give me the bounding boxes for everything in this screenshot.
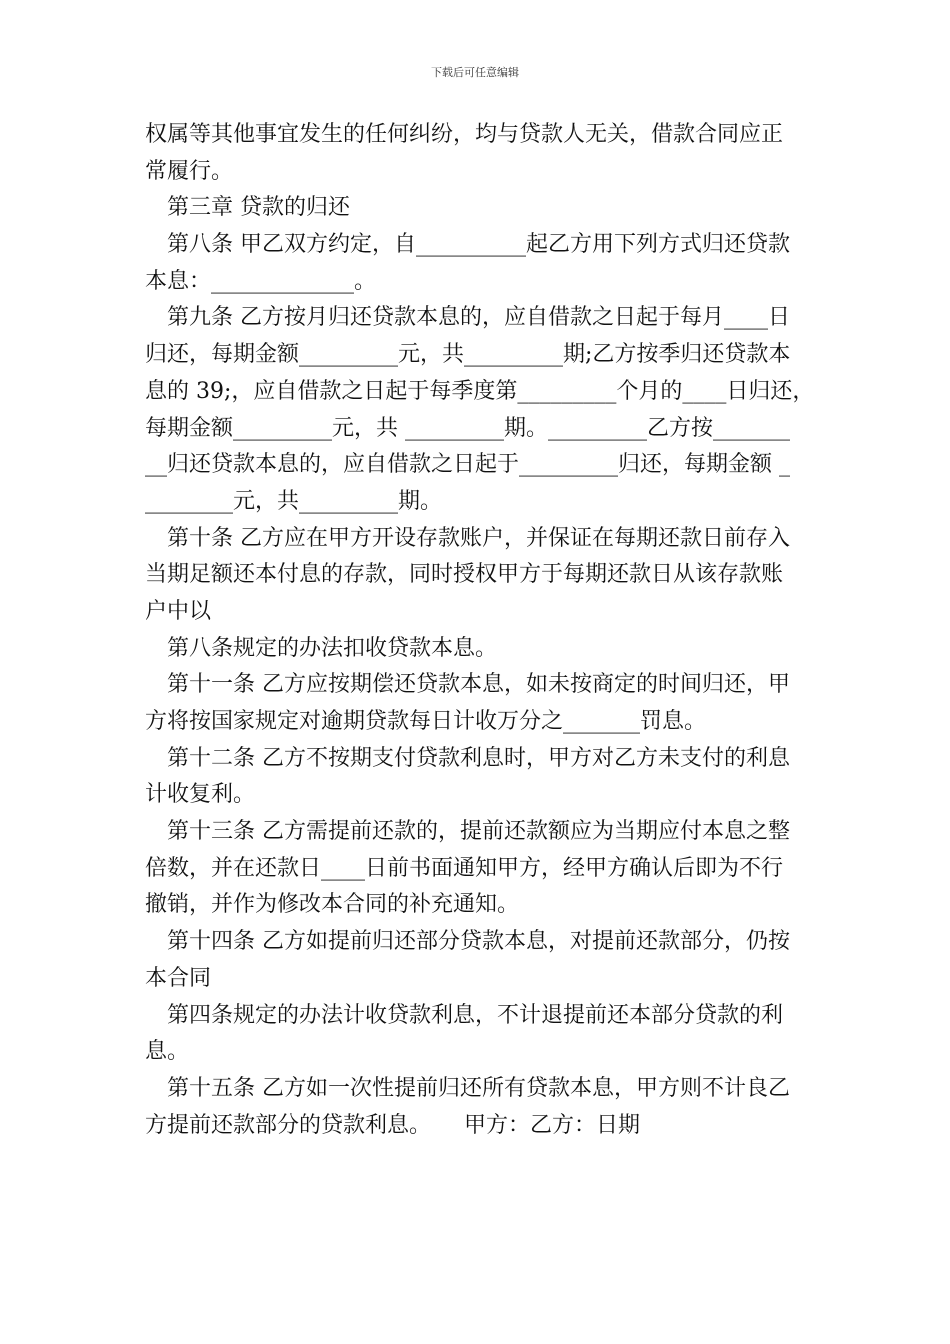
page-header-note: 下载后可任意编辑 (431, 66, 519, 79)
text-line: 第三章 贷款的归还 (167, 195, 350, 221)
text-line: 倍数，并在还款日____日前书面通知甲方，经甲方确认后即为不行 (145, 855, 784, 881)
text-line: 第十三条 乙方需提前还款的，提前还款额应为当期应付本息之整 (167, 819, 790, 845)
text-line: 第十一条 乙方应按期偿还贷款本息，如未按商定的时间归还，甲 (167, 672, 790, 698)
text-line: 第十二条 乙方不按期支付贷款利息时，甲方对乙方未支付的利息 (167, 745, 790, 771)
text-line: ________元，共_________期。 (145, 488, 443, 514)
text-line: 常履行。 (145, 158, 234, 184)
text-line: 权属等其他事宜发生的任何纠纷，均与贷款人无关，借款合同应正 (145, 122, 784, 147)
contract-body (145, 117, 813, 1144)
text-line: 每期金额_________元，共 _________期。_________乙方按_______ (145, 415, 790, 441)
text-line: 计收复利。 (145, 782, 256, 808)
text-line: 本息：_____________。 (145, 268, 377, 294)
text-line: 当期足额还本付息的存款，同时授权甲方于每期还款日从该存款账 (145, 562, 784, 588)
text-line: 第十五条 乙方如一次性提前归还所有贷款本息，甲方则不计良乙 (167, 1075, 790, 1101)
text-line: 撤销，并作为修改本合同的补充通知。 (145, 892, 520, 918)
text-line: 息的 39;，应自借款之日起于每季度第_________个月的____日归还， (145, 378, 815, 404)
text-line: 户中以 (145, 598, 212, 624)
text-line: __归还贷款本息的，应自借款之日起于_________归还，每期金额 _ (145, 452, 790, 478)
text-line: 第十条 乙方应在甲方开设存款账户，并保证在每期还款日前存入 (167, 525, 790, 551)
text-line: 第八条 甲乙双方约定，自__________起乙方用下列方式归还贷款 (167, 232, 790, 258)
text-line: 方将按国家规定对逾期贷款每日计收万分之_______罚息。 (145, 709, 707, 734)
text-line: 方提前还款部分的贷款利息。 甲方：乙方：日期 (145, 1112, 641, 1138)
text-line: 本合同 (145, 965, 212, 991)
text-line: 息。 (145, 1039, 190, 1065)
text-line: 第四条规定的办法计收贷款利息，不计退提前还本部分贷款的利 (167, 1002, 784, 1028)
text-line: 第九条 乙方按月归还贷款本息的，应自借款之日起于每月____日 (167, 305, 790, 331)
text-line: 第十四条 乙方如提前归还部分贷款本息，对提前还款部分，仍按 (167, 929, 790, 955)
text-line: 归还，每期金额_________元，共_________期;乙方按季归还贷款本 (145, 342, 791, 368)
text-line: 第八条规定的办法扣收贷款本息。 (167, 635, 498, 661)
